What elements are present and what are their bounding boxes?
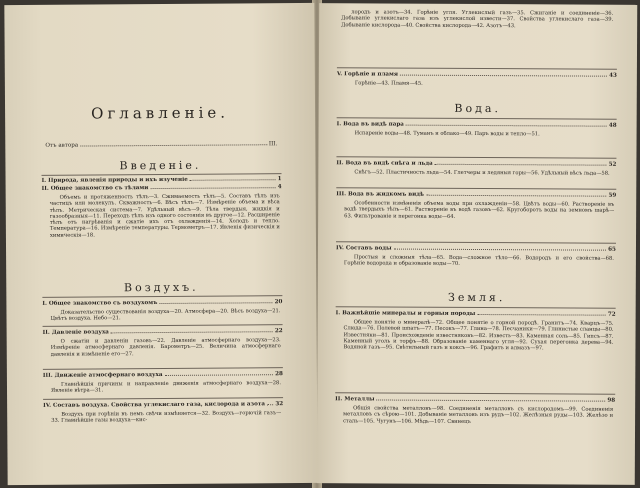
toc-entry-label: II. Металлы — [335, 396, 375, 403]
toc-entry-page: 52 — [608, 161, 617, 168]
toc-subtopics: Главнѣйшiя причины и направленiе движенiя атмосфернаго воздуха—28. Явленiе вѣтра—31. — [51, 380, 281, 395]
leader-dots — [111, 331, 273, 333]
left-page — [4, 3, 317, 485]
toc-entry-label: V. Горѣнiе и пламя — [336, 71, 399, 78]
toc-entry — [43, 401, 283, 409]
toc-entry-page: 22 — [274, 328, 283, 335]
toc-subtopics: Воздухъ при горѣнiи въ немъ свѣчи измѣняется—32. Воздухъ—горючiй газъ—33. Главнѣйшiе газы воздуха—кис- — [51, 410, 282, 425]
toc-entry-page: 72 — [607, 311, 616, 318]
leader-dots — [150, 187, 275, 189]
section-heading-intro: Введенiе. — [119, 158, 202, 173]
toc-entry — [337, 121, 617, 129]
divider — [42, 295, 282, 298]
toc-subtopics: Объемъ и протяженность тѣлъ—3. Сжимаемость тѣлъ—5. Составъ тѣлъ изъ частицъ или молекулъ. Скважность—6. Вѣсъ тѣлъ—7. Измѣренiе объема и вѣса тѣлъ. Метрическая система—7. Удѣльный вѣсъ—9. Тѣла твердыя, жидкiя и газообразныя—11. Переходъ тѣлъ изъ одного состоянiя въ другое—12. Расширенiе тѣлъ отъ нагрѣванiя и сжатiе ихъ отъ охлажденiя—14. Холодъ и тепло. Температура—16. Измѣренiе температуры. Термометръ—17. Явленiя физическiя и химическiя—18. — [49, 193, 280, 239]
leader-dots — [190, 179, 276, 181]
leader-dots — [164, 374, 273, 376]
toc-subtopics: Горѣнiе—43. Пламя—45. — [354, 80, 423, 87]
toc-subtopics: Общее понятiе о минералѣ—72. Общее понятiе о горной породѣ. Гранитъ—74. Кварцъ—75. Слюда—76. Полевой шпатъ—77. Песокъ—77. Глина—78. Песчаники—79. Глинистые сланцы—80. Известняки—81. Происхожденiе известняковъ—82. Известь—83. Каменная соль—85. Гипсъ—87. Каменный уголь и торфъ—88. Образованiе каменнаго угля—92. Сухая перегонка дерева—94. Водяной газъ—95. Свѣтильный газъ и коксъ—96. Графитъ и алмазъ—97. — [343, 319, 614, 352]
toc-subtopics: Испаренiе воды—48. Туманъ и облако—49. Паръ воды и тепло—51. — [354, 130, 540, 138]
toc-subtopics: лородъ и азотъ—34. Горѣнiе угля. Углекислый газъ—35. Сжиганiе и соединенiе—36. Добыванiе углекислаго газа изъ углекислой извести—37. Свойства углекислаго газа—39. Добыванiе кислорода—40. Свойства кислорода—42. Азотъ—43. — [341, 9, 614, 29]
toc-entry-label: I. Вода въ видѣ пара — [336, 121, 404, 128]
toc-entry-label: II. Давленiе воздуха — [42, 329, 109, 336]
toc-entry — [43, 371, 283, 379]
leader-dots — [435, 164, 607, 166]
toc-entry-label: III. Движенiе атмосфернаго воздуха — [42, 371, 163, 379]
toc-entry-label: III. Вода въ жидкомъ видѣ — [336, 191, 425, 198]
toc-entry — [42, 176, 282, 184]
toc-entry-label: IV. Составъ воздуха. Свойства углекислаго газа, кислорода и азота — [43, 401, 265, 409]
toc-entry — [336, 191, 616, 199]
divider — [336, 156, 616, 158]
toc-subtopics: Общiя свойства металловъ—98. Соединенiя металловъ съ кислородомъ—99. Соединенiя металловъ съ сѣрою—101. Добыванiе металловъ изъ рудъ—102. Желѣзныя руды—103. Желѣзо и сталь—105. Чугунъ—106. Мѣдь—107. Свинецъ — [343, 405, 614, 425]
toc-entry-page: 65 — [608, 246, 616, 253]
divider — [336, 187, 616, 189]
divider — [336, 241, 616, 243]
toc-entry — [43, 328, 283, 336]
divider — [43, 367, 283, 370]
toc-entry-label: I. Важнѣйшiе минералы и горныя породы — [335, 310, 476, 317]
leader-dots — [159, 302, 272, 304]
author-entry — [45, 141, 277, 149]
toc-entry — [336, 245, 616, 253]
leader-dots — [377, 399, 606, 401]
toc-entry — [42, 184, 282, 192]
toc-entry — [336, 310, 616, 318]
toc-entry-label: II. Вода въ видѣ снѣга и льда — [336, 160, 433, 167]
toc-entry-page: 28 — [275, 371, 283, 378]
leader-dots — [477, 314, 605, 316]
toc-entry-label: I. Природа, явленiя природы и ихъ изученiе — [41, 176, 188, 184]
toc-entry-label: I. Общее знакомство съ воздухомъ — [42, 300, 158, 307]
toc-entry-label: IV. Составъ воды — [335, 245, 392, 252]
toc-subtopics: Снѣгъ—52. Пластичность льда—54. Глетчеры и ледяныя горы—56. Удѣльный вѣсъ льда—58. — [354, 169, 610, 177]
leader-dots — [400, 75, 607, 77]
divider — [337, 67, 617, 69]
toc-entry — [42, 299, 282, 307]
leader-dots — [80, 144, 267, 146]
divider — [43, 397, 283, 400]
toc-entry-page: 59 — [608, 192, 617, 199]
toc-entry-page: 32 — [275, 401, 284, 408]
divider — [336, 306, 616, 308]
toc-entry-page: 43 — [609, 72, 617, 79]
section-heading-air: Воздухъ. — [123, 280, 199, 295]
section-heading-earth: Земля. — [448, 290, 506, 305]
leader-dots — [426, 195, 606, 197]
toc-entry-page: 4 — [277, 184, 282, 191]
toc-subtopics: Особенности измѣненiя объема воды при охлажденiи—58. Цвѣтъ воды—60. Растворенiе въ водѣ твердыхъ тѣлъ—61. Растворенiе въ водѣ газовъ—62. Кругоборотъ воды на земномъ шарѣ—63. Фильтрованiе и перегонка воды—64. — [344, 200, 615, 220]
divider — [335, 392, 615, 394]
toc-title: Оглавленiе. — [91, 103, 230, 123]
author-entry-label: Отъ автора — [45, 142, 79, 149]
leader-dots — [406, 125, 607, 127]
toc-subtopics: О сжатiи и давленiи газовъ—22. Давленiе атмосфернаго воздуха—23. Измѣренiе атмосфернаго давленiя. Барометръ—25. Величина атмосфернаго давленiя и измѣненiе его—27. — [50, 337, 281, 358]
leader-dots — [394, 249, 607, 251]
right-page — [317, 3, 638, 485]
section-heading-water: Вода. — [454, 101, 502, 116]
toc-entry-page: 98 — [607, 397, 616, 404]
author-entry-page: III. — [268, 141, 278, 148]
divider — [43, 324, 283, 327]
divider — [337, 117, 617, 119]
toc-entry — [336, 160, 616, 168]
toc-entry-page: 48 — [608, 122, 617, 129]
toc-entry-label: II. Общее знакомство съ тѣлами — [41, 185, 149, 192]
toc-entry-page: 1 — [277, 176, 282, 183]
toc-entry — [335, 396, 615, 404]
toc-subtopics: Простыя и сложныя тѣла—65. Вода—сложное тѣло—66. Водородъ и его свойства—68. Горѣнiе водорода и образованiе воды—70. — [343, 254, 614, 268]
toc-entry — [337, 71, 617, 79]
leader-dots — [267, 404, 273, 405]
toc-entry-page: 20 — [274, 299, 283, 306]
toc-subtopics: Доказательство существованiя воздуха—20. Атмосфера—20. Вѣсъ воздуха—21. Цвѣтъ воздуха. Небо—21. — [50, 308, 281, 323]
